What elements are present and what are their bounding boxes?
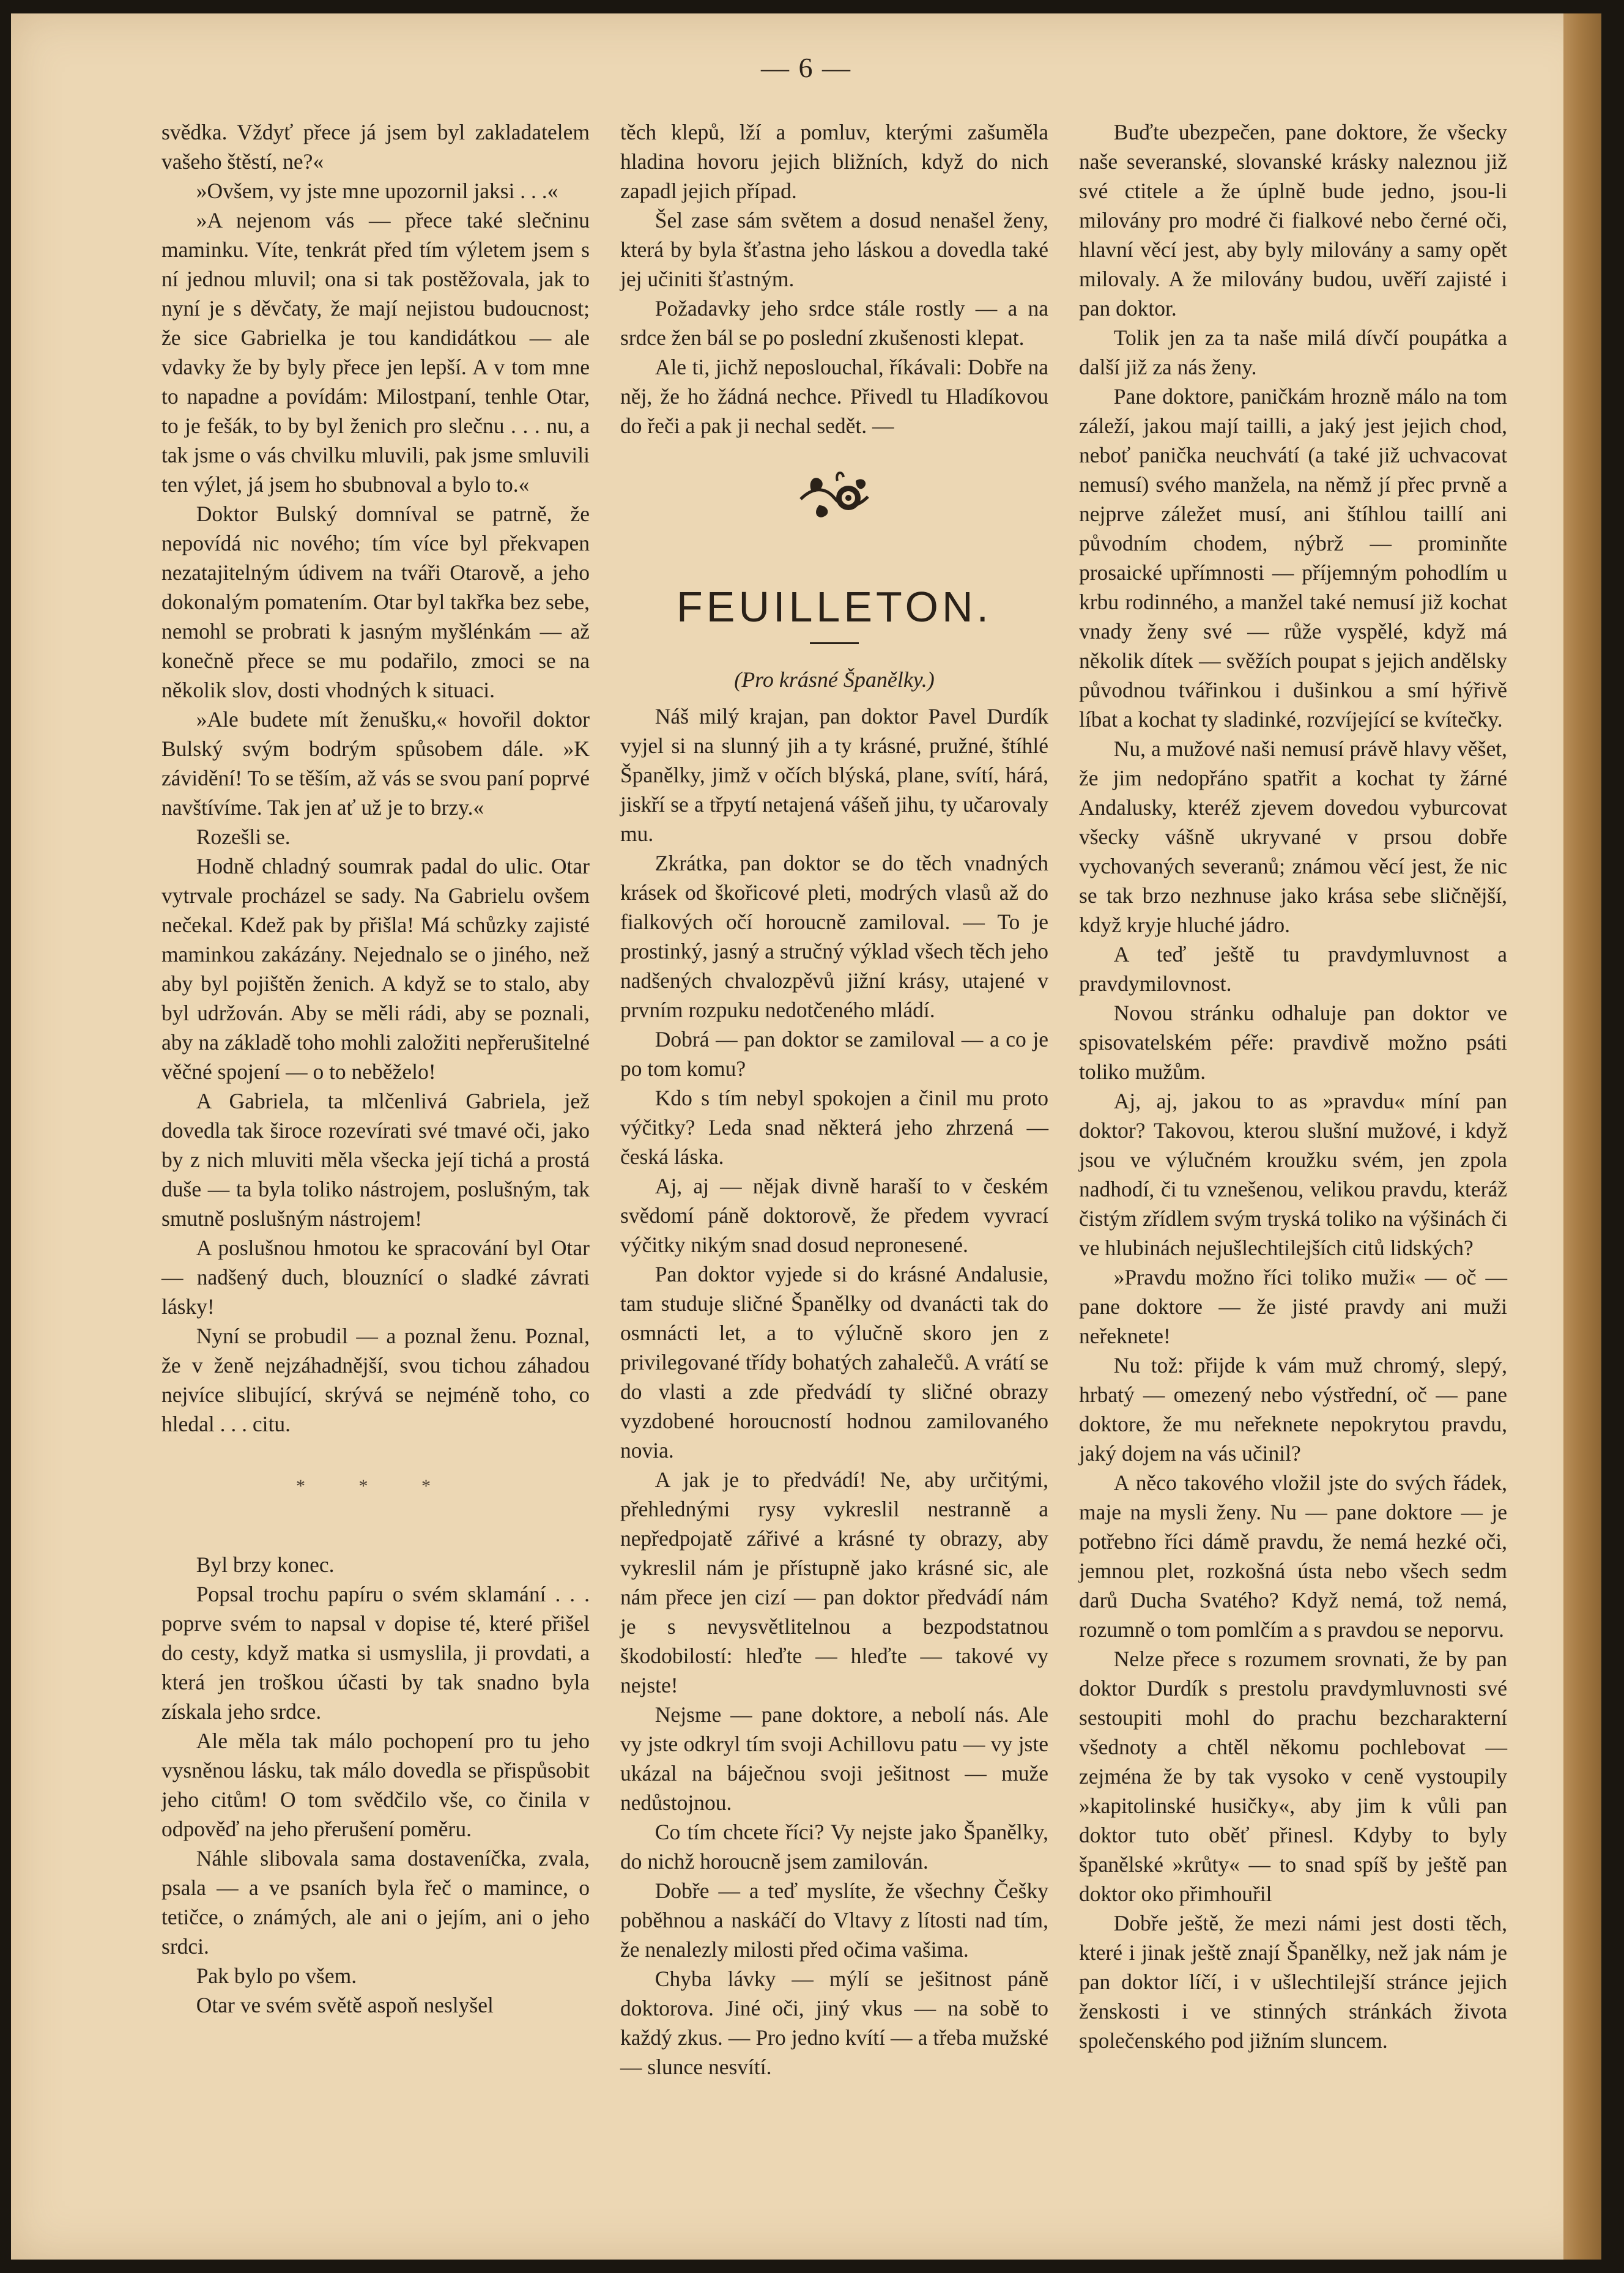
- paragraph: »Pravdu možno říci toliko muži« — oč — pane doktore — že jisté pravdy ani muži neřeknete!: [1079, 1265, 1507, 1348]
- paragraph: Náhle slibovala sama dostaveníčka, zvala, psala — a ve psaních byla řeč o mamince, o tetičce, o známých, ale ani o jejím, ani o jeho srdci.: [161, 1846, 590, 1959]
- left-column: [161, 117, 590, 2020]
- paragraph: Popsal trochu papíru o svém sklamání . . . poprve svém to napsal v dopise té, které přišel do cesty, když matka si usmyslila, ji provdati, a která jen troškou účasti by tak snadno byla získala jeho srdce.: [161, 1582, 590, 1724]
- section-subtitle: (Pro krásné Španělky.): [734, 667, 935, 692]
- paragraph: A něco takového vložil jste do svých řádek, maje na mysli ženy. Nu — pane doktore — je potřebno říci dámě pravdu, že nemá hezké oči, jemnou plet, rozkošná ústa nebo všech sedm darů Ducha Svatého? Když nemá, tož nemá, rozumně o tom pomlčím a s pravdou se neporvu.: [1079, 1470, 1507, 1642]
- paragraph: Nejsme — pane doktore, a nebolí nás. Ale vy jste odkryl tím svoji Achillovu patu — vy jste ukázal na báječnou svoji ješitnost — muže nedůstojnou.: [620, 1702, 1048, 1815]
- paragraph: A poslušnou hmotou ke spracování byl Otar — nadšený duch, blouznící o sladké závrati lásky!: [161, 1236, 590, 1319]
- section-title: FEUILLETON.: [677, 583, 992, 631]
- paragraph: Dobrá — pan doktor se zamiloval — a co je po tom komu?: [620, 1027, 1048, 1081]
- paragraph: Kdo s tím nebyl spokojen a činil mu proto výčitky? Leda snad některá jeho zhrzená — česká láska.: [620, 1086, 1048, 1169]
- paragraph: svědka. Vždyť přece já jsem byl zakladatelem vašeho štěstí, ne?«: [161, 120, 590, 174]
- paragraph: Buďte ubezpečen, pane doktore, že všecky naše severanské, slovanské krásky naleznou již své ctitele a že úplně bude jedno, jsou-li milovány pro modré či fialkové nebo černé oči, hlavní věcí jest, aby byly milovány a samy opět milovaly. A že milovány budou, uvěří zajisté i pan doktor.: [1079, 120, 1507, 321]
- paragraph: A jak je to předvádí! Ne, aby určitými, přehlednými rysy vykreslil nestranně a nepředpojatě zářivé a krásné ty obrazy, aby vykreslil nám je přístupně jako krásné sic, ale nám přece jen cizí — pan doktor předvádí nám je s nevysvětlitelnou a bezpodstatnou škodobilostí: hleďte — hleďte — takové vy nejste!: [620, 1467, 1048, 1697]
- newspaper-page: [11, 13, 1601, 2260]
- paragraph: Náš milý krajan, pan doktor Pavel Durdík vyjel si na slunný jih a ty krásné, pružné, štíhlé Španělky, jimž v očích blýská, plane, svítí, hárá, jiskří se a třpytí netajená vášeň jihu, ty učarovaly mu.: [620, 704, 1048, 846]
- section-break-stars: * * *: [296, 1476, 455, 1496]
- paragraph: Ale ti, jichž neposlouchal, říkávali: Dobře na něj, že ho žádná nechce. Přivedl tu Hladíkovou do řeči a pak ji nechal sedět. —: [620, 355, 1048, 438]
- paragraph: Tolik jen za ta naše milá dívčí poupátka a další již za nás ženy.: [1079, 325, 1507, 379]
- paragraph: Novou stránku odhaluje pan doktor ve spisovatelském péře: pravdivě možno psáti toliko mužům.: [1079, 1001, 1507, 1084]
- paragraph: Chyba lávky — mýlí se ješitnost páně doktorova. Jiné oči, jiný vkus — na sobě to každý zkus. — Pro jedno kvítí — a třeba mužské — slunce nesvítí.: [620, 1967, 1048, 2079]
- paragraph: Co tím chcete říci? Vy nejste jako Španělky, do nichž horoucně jsem zamilován.: [620, 1820, 1048, 1874]
- right-column: [1079, 117, 1507, 2055]
- paragraph: Hodně chladný soumrak padal do ulic. Otar vytrvale procházel se sady. Na Gabrielu ovšem nečekal. Kdež pak by přišla! Má schůzky zajisté maminkou zakázány. Nejednalo se o jiného, než aby byl pojištěn ženich. A když se to stalo, aby byl udržován. Aby se měli rádi, aby se poznali, aby na základě toho mohli založiti nepřerušitelné věčné spojení — o to neběželo!: [161, 854, 590, 1084]
- paragraph: A teď ještě tu pravdymluvnost a pravdymilovnost.: [1079, 942, 1507, 996]
- paragraph: Nu, a mužové naši nemusí právě hlavy věšet, že jim nedopřáno spatřit a kochat ty žárné Andalusky, kteréž zjevem dovedou vyburcovat všecky vášně ukryvané v prsou dobře vychovaných severanů; známou věcí jest, že nic se tak brzo nezhnuse jako krása sebe sličnější, když kryje hluché jádro.: [1079, 736, 1507, 937]
- paragraph: Šel zase sám světem a dosud nenašel ženy, která by byla šťastna jeho láskou a dovedla také jej učiniti šťastným.: [620, 208, 1048, 291]
- paragraph: těch klepů, lží a pomluv, kterými zašuměla hladina hovoru jejich bližních, když do nich zapadl jejich případ.: [620, 120, 1048, 203]
- paragraph: »A nejenom vás — přece také slečninu maminku. Víte, tenkrát před tím výletem jsem s ní jednou mluvil; ona si tak postěžovala, jak to nyní je s děvčaty, že mají nejistou budoucnost; že sice Gabrielka je tou kandidátkou — ale vdavky že by byly přece jen lepší. A v tom mne to napadne a povídám: Milostpaní, tenhle Otar, to je fešák, to by byl ženich pro slečnu . . . nu, a tak jsme o vás chvilku mluvili, pak jsme smluvili ten výlet, já jsem ho sbubnoval a bylo to.«: [161, 208, 590, 497]
- paragraph: Pak bylo po všem.: [196, 1963, 357, 1988]
- paragraph: Rozešli se.: [196, 825, 291, 849]
- paragraph: Byl brzy konec.: [196, 1552, 335, 1577]
- paragraph: Nu tož: přijde k vám muž chromý, slepý, hrbatý — omezený nebo výstřední, oč — pane doktore, že mu neřeknete nepokrytou pravdu, jaký dojem na vás učinil?: [1079, 1353, 1507, 1466]
- page-binding-edge: [1563, 13, 1601, 2260]
- paragraph: Dobře — a teď myslíte, že všechny Češky poběhnou a naskáčí do Vltavy z lítosti nad tím, že nenalezly milosti před očima vašima.: [620, 1878, 1048, 1962]
- paragraph: »Ale budete mít ženušku,« hovořil doktor Bulský svým bodrým spůsobem dále. »K závidění! To se těším, až vás se svou paní poprvé navštívíme. Tak jen ať už je to brzy.«: [161, 707, 590, 820]
- page-number: — 6 —: [761, 52, 851, 83]
- paragraph: Aj, aj, jakou to as »pravdu« míní pan doktor? Takovou, kterou slušní mužové, i když jsou ve výlučném kroužku svém, jen zpola nadhodí, či tu vznešenou, velikou pravdu, kteráž čistým zřídlem svým tryská toliko na výšinách či ve hlubinách nejušlechtilejších citů lidských?: [1079, 1089, 1507, 1260]
- paragraph: Otar ve svém světě aspoň neslyšel: [196, 1993, 494, 2017]
- paragraph: Aj, aj — nějak divně haraší to v českém svědomí páně doktorově, že předem vyvrací výčitky nikým snad dosud nepronesené.: [620, 1174, 1048, 1257]
- paragraph: Pan doktor vyjede si do krásné Andalusie, tam studuje sličné Španělky od dvanácti tak do osmnácti let, a to výlučně skoro jen z privilegované třídy bohatých zahalečů. A vrátí se do vlasti a zde předvádí ty sličné obrazy vyzdobené horoucností hodnou zamilovaného novia.: [620, 1262, 1048, 1463]
- paragraph: Nelze přece s rozumem srovnati, že by pan doktor Durdík s prestolu pravdymluvnosti své sestoupiti mohl do prachu bezcharakterní všednoty a chtěl někomu pochlebovat — zejména že by tak vysoko v ceně vystoupily »kapitolinské husičky«, aby jim k vůli pan doktor tuto oběť přinesl. Kdyby to byly španělské »krůty« — to snad spíš by ještě pan doktor oko přimhouřil: [1079, 1647, 1507, 1906]
- paragraph: Požadavky jeho srdce stále rostly — a na srdce žen bál se po poslední zkušenosti klepat.: [620, 296, 1048, 350]
- paragraph: »Ovšem, vy jste mne upozornil jaksi . . .«: [196, 179, 558, 203]
- paragraph: Pane doktore, paničkám hrozně málo na tom záleží, jakou mají tailli, a jaký jest jejich chod, neboť panička neuchvátí (a také již uchvacovat nemusí) svého manžela, na němž jí přec prvně a nejprve záležet musí, ani štíhlou taillí ani původním chodem, nýbrž — prominňte prosaické upřímnosti — příjemným pohodlím u krbu rodinného, a manžel také nemusí již kochat vnady ženy své — růže vyspělé, když má několik dítek — svěžích poupat s jejich andělsky původnou tvářinkou i dušinkou a smí hýřivě líbat a kochat ty sladinké, rozvíjející se kvítečky.: [1079, 384, 1507, 732]
- title-rule: [810, 642, 859, 644]
- paragraph: Nyní se probudil — a poznal ženu. Poznal, že v ženě nejzáhadnější, svou tichou záhadou nejvíce slibující, skrývá se nejméně toho, co hledal . . . citu.: [161, 1324, 590, 1436]
- paragraph: Zkrátka, pan doktor se do těch vnadných krásek od škořicové pleti, modrých vlasů až do fialkových očí horoucně zamiloval. — To je prostinký, jasný a stručný výklad všech těch jeho nadšených chvalozpěvů jižní krásy, utajené v prvním rozpuku nedotčeného mládí.: [620, 851, 1048, 1022]
- paragraph: A Gabriela, ta mlčenlivá Gabriela, jež dovedla tak široce rozevírati své tmavé oči, jako by z nich mluviti měla všecka její tichá a prostá duše — ta byla toliko nástrojem, poslušným, tak smutně poslušným nástrojem!: [161, 1089, 590, 1231]
- paragraph: Ale měla tak málo pochopení pro tu jeho vysněnou lásku, tak málo dovedla se přispůsobit jeho citům! O tom svědčilo vše, co činila v odpověď na jeho přerušení poměru.: [161, 1729, 590, 1841]
- floral-ornament-icon: [795, 462, 874, 530]
- middle-column: [620, 117, 1048, 2082]
- paragraph: Doktor Bulský domníval se patrně, že nepovídá nic nového; tím více byl překvapen nezatajitelným údivem na tváři Otarově, a jeho dokonalým pomatením. Otar byl takřka bez sebe, nemohl se probrati k jasným myšlénkám — až konečně přece se mu podařilo, zmoci se na několik slov, dosti vhodných k situaci.: [161, 502, 590, 702]
- paragraph: Dobře ještě, že mezi námi jest dosti těch, které i jinak ještě znají Španělky, než jak nám je pan doktor líčí, i v ušlechtilejší stránce jejich ženskosti i ve stinných stránkách života společenského pod jižním sluncem.: [1079, 1911, 1507, 2053]
